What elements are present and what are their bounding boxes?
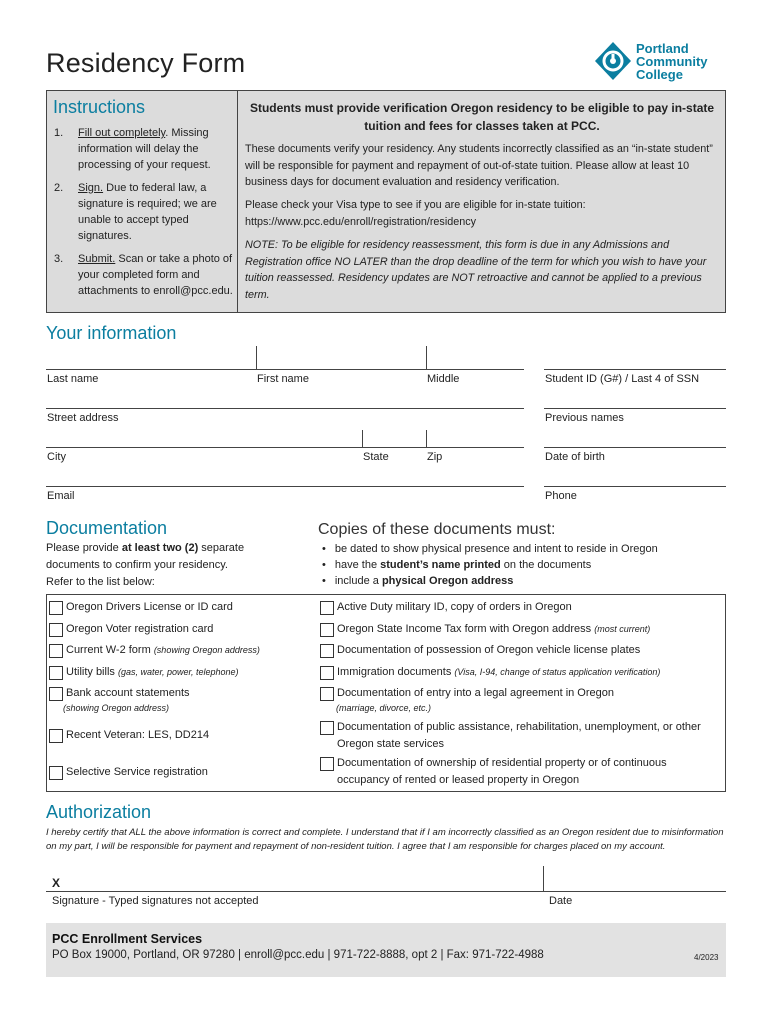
copies-title: Copies of these documents must: — [318, 521, 556, 538]
checklist-item-immigration[interactable] — [320, 664, 720, 681]
eligibility-heading: Students must provide verification Oregon residency to be eligible to pay in-state tuition and fees for classes taken at PCC. — [249, 101, 715, 133]
checklist-item-public-assistance[interactable] — [320, 719, 715, 753]
previous-names-underline[interactable] — [544, 408, 726, 409]
footer-title: PCC Enrollment Services — [52, 932, 203, 946]
intro-text: Please provide — [46, 542, 122, 554]
instruction-number: 2. — [54, 182, 64, 194]
checklist-label: Documentation of public assistance, rehabilitation, unemployment, or other Oregon state services — [337, 721, 701, 750]
city-label: City — [47, 451, 66, 463]
city-state-zip-underline[interactable] — [46, 447, 524, 448]
street-address-underline[interactable] — [46, 408, 524, 409]
documentation-intro — [46, 540, 286, 591]
checklist-label: Documentation of ownership of residential property or of continuous occupancy of rented or leased property in Oregon — [337, 757, 667, 786]
checklist-label: Oregon Drivers License or ID card — [66, 601, 233, 613]
instruction-text: Scan or take a photo of your completed form and attachments to enroll@pcc.edu. — [78, 253, 233, 297]
checkbox[interactable] — [49, 666, 63, 680]
checklist-item-legal-agreement[interactable] — [320, 685, 720, 702]
checklist-label: Bank account statements — [66, 687, 190, 699]
name-underline[interactable] — [46, 369, 524, 370]
checklist-label: Documentation of possession of Oregon vehicle license plates — [337, 644, 641, 656]
field-divider — [426, 346, 427, 369]
checklist-item-property[interactable] — [320, 755, 720, 789]
field-divider — [256, 346, 257, 369]
checkbox[interactable] — [320, 666, 334, 680]
checklist-label: Immigration documents — [337, 666, 455, 678]
authorization-statement: I hereby certify that ALL the above information is correct and complete. I understand that if I am incorrectly classified as an Oregon resident due to misinformation on my part, I will be responsible for payment and repayment of non-resident tuition. I agree that I am responsible for charges placed on my account. — [46, 827, 724, 852]
instruction-item — [54, 251, 234, 299]
checklist-item-vehicle-plates[interactable] — [320, 642, 720, 659]
field-divider — [426, 430, 427, 447]
checklist-note: (showing Oregon address) — [63, 703, 170, 713]
footer-contact: PO Box 19000, Portland, OR 97280 | enroll@pcc.edu | 971-722-8888, opt 2 | Fax: 971-722-4988 — [52, 949, 544, 961]
checkbox[interactable] — [49, 623, 63, 637]
instruction-lead: Submit. — [78, 253, 116, 265]
checklist-item-w2-form[interactable] — [49, 642, 260, 659]
checklist-note: (showing Oregon address) — [153, 645, 260, 655]
checklist-note: (gas, water, power, telephone) — [117, 667, 239, 677]
checkbox[interactable] — [49, 644, 63, 658]
checkbox[interactable] — [49, 687, 63, 701]
checklist-item-drivers-license[interactable] — [49, 599, 233, 616]
enrollment-services-footer — [46, 923, 726, 977]
checkbox[interactable] — [320, 721, 334, 735]
logo-line-portland: Portland — [636, 41, 689, 56]
checkbox[interactable] — [49, 729, 63, 743]
instructions-list — [54, 125, 234, 306]
documentation-title: Documentation — [46, 518, 168, 538]
signature-underline[interactable] — [46, 891, 726, 892]
instruction-text: Due to federal law, a signature is required; we are unable to accept typed signatures. — [78, 182, 217, 242]
checklist-note: (most current) — [594, 624, 651, 634]
copies-requirement: • have the student’s name printed on the documents — [322, 557, 658, 573]
checklist-label: Recent Veteran: LES, DD214 — [66, 729, 210, 741]
date-of-birth-underline[interactable] — [544, 447, 726, 448]
checklist-item-veteran[interactable] — [49, 727, 209, 744]
copies-requirement: • be dated to show physical presence and intent to reside in Oregon — [322, 541, 658, 557]
student-id-label: Student ID (G#) / Last 4 of SSN — [545, 373, 700, 385]
instruction-number: 1. — [54, 127, 64, 139]
signature-label: Signature - Typed signatures not accepted — [52, 895, 259, 907]
document-checklist — [46, 594, 726, 792]
instruction-text: . Missing information will delay the processing of your request. — [78, 127, 211, 171]
instructions-panel — [47, 91, 238, 312]
instruction-item — [54, 125, 234, 173]
intro-refer: Refer to the list below: — [46, 576, 155, 588]
checklist-label: Current W-2 form — [66, 644, 154, 656]
checklist-label: Oregon State Income Tax form with Oregon address — [337, 623, 595, 635]
checklist-label: Selective Service registration — [66, 766, 208, 778]
checklist-note: (Visa, I-94, change of status application verification) — [454, 667, 661, 677]
pcc-logo-icon — [594, 41, 632, 81]
checklist-label: Active Duty military ID, copy of orders in Oregon — [337, 601, 572, 613]
checkbox[interactable] — [320, 623, 334, 637]
instruction-lead: Sign. — [78, 182, 104, 194]
checklist-item-bank-statements[interactable] — [49, 685, 190, 702]
eligibility-panel — [239, 91, 725, 312]
instructions-title: Instructions — [53, 97, 146, 117]
checklist-label: Documentation of entry into a legal agreement in Oregon — [337, 687, 614, 699]
copies-requirements-list — [322, 541, 658, 589]
checklist-item-selective-service[interactable] — [49, 764, 208, 781]
logo-line-college: College — [636, 67, 683, 82]
your-information-title: Your information — [46, 323, 177, 343]
authorization-title: Authorization — [46, 802, 152, 822]
checklist-item-military-id[interactable] — [320, 599, 720, 616]
reassessment-note: NOTE: To be eligible for residency reassessment, this form is due in any Admissions and Registration office NO LATER than the drop deadline of the term for which you wish to have your tuition reassessed. Residency updates are NOT retroactive and cannot be applied to a previous term. — [245, 239, 707, 301]
checkbox[interactable] — [320, 644, 334, 658]
checkbox[interactable] — [320, 687, 334, 701]
instructions-box — [46, 90, 726, 313]
visa-paragraph: Please check your Visa type to see if you are eligible for in-state tuition: https://www.pcc.edu/enroll/registration/residency — [245, 199, 586, 228]
signature-x-mark: X — [52, 876, 61, 890]
checklist-label: Utility bills — [66, 666, 118, 678]
first-name-label: First name — [257, 373, 309, 385]
email-label: Email — [47, 490, 75, 502]
page-title: Residency Form — [46, 48, 246, 78]
checklist-item-voter-card[interactable] — [49, 621, 213, 638]
checklist-item-income-tax[interactable] — [320, 621, 720, 638]
form-revision-date: 4/2023 — [694, 953, 719, 962]
field-divider — [543, 866, 544, 891]
verification-paragraph: These documents verify your residency. Any students incorrectly classified as an “in-state student” will be responsible for payment and repayment of out-of-state tuition. Please allow at least 10 business days for document evaluation and residency verification. — [245, 143, 713, 188]
previous-names-label: Previous names — [545, 412, 624, 424]
checkbox[interactable] — [320, 757, 334, 771]
street-address-label: Street address — [47, 412, 119, 424]
date-of-birth-label: Date of birth — [545, 451, 605, 463]
student-id-underline[interactable] — [544, 369, 726, 370]
last-name-label: Last name — [47, 373, 99, 385]
logo-line-community: Community — [636, 54, 708, 69]
instruction-item — [54, 180, 234, 244]
intro-emphasis: at least two (2) — [121, 542, 199, 554]
zip-label: Zip — [427, 451, 443, 463]
phone-underline[interactable] — [544, 486, 726, 487]
checkbox[interactable] — [320, 601, 334, 615]
field-divider — [362, 430, 363, 447]
copies-requirement: • include a physical Oregon address — [322, 573, 658, 589]
checklist-label: Oregon Voter registration card — [66, 623, 214, 635]
date-label: Date — [549, 895, 573, 907]
phone-label: Phone — [545, 490, 577, 502]
instruction-number: 3. — [54, 253, 64, 265]
instruction-lead: Fill out completely — [78, 127, 166, 139]
checkbox[interactable] — [49, 601, 63, 615]
state-label: State — [363, 451, 389, 463]
checklist-item-utility-bills[interactable] — [49, 664, 239, 681]
email-underline[interactable] — [46, 486, 524, 487]
middle-name-label: Middle — [427, 373, 460, 385]
pcc-logo-text — [636, 42, 708, 81]
checklist-note: (marriage, divorce, etc.) — [336, 703, 432, 713]
checkbox[interactable] — [49, 766, 63, 780]
intro-text: separate documents to confirm your residency. — [46, 542, 245, 571]
